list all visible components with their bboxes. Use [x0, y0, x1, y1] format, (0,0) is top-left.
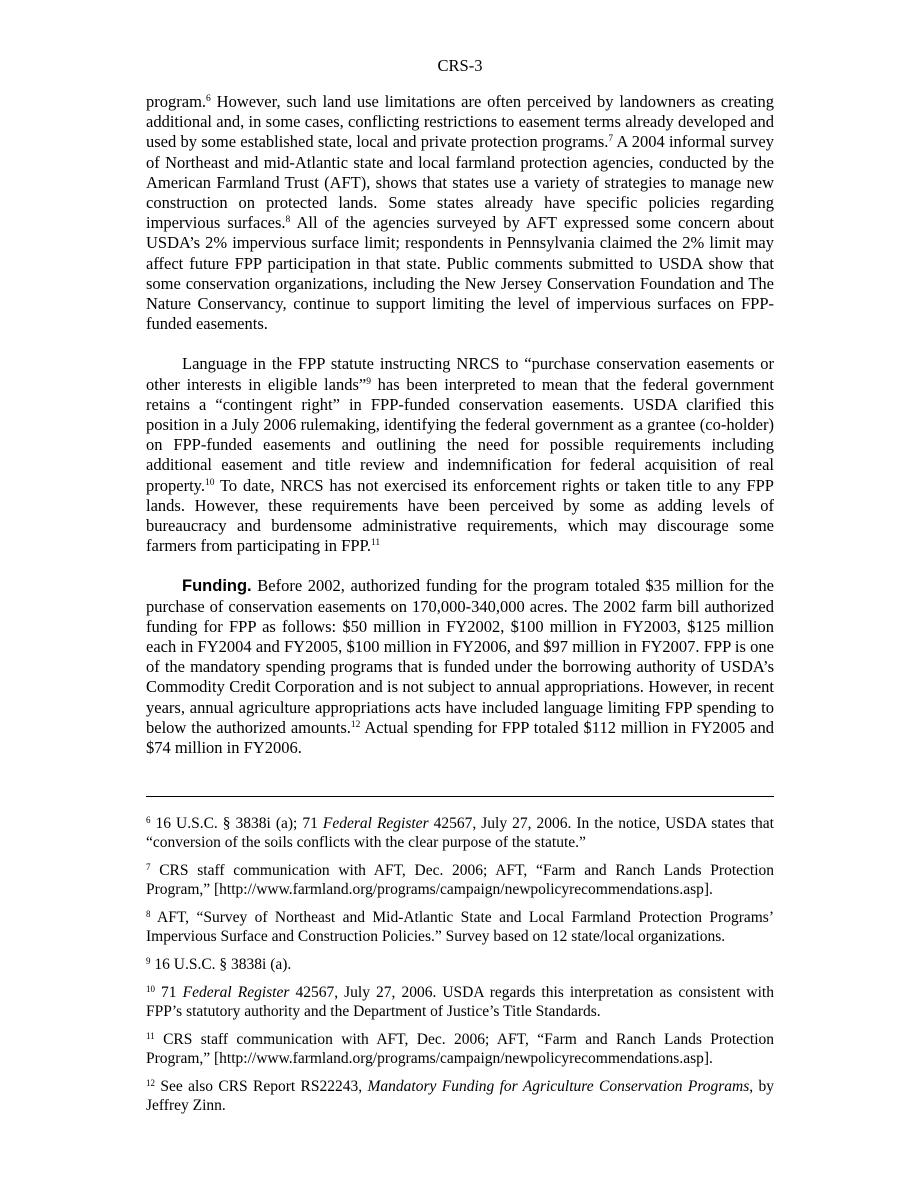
- text-run: has been interpreted to mean that the federal government retains a “contingent right” in FPP-funded conservation easements. USDA clarified this position in a July 2006 rulemaking, identifying the federal government as a grantee (co-holder) on FPP-funded easements and outlining the need for possible requirements including additional easement and title review and indemnification for federal acquisition of real property.: [146, 374, 774, 495]
- footnote-ref[interactable]: 12: [350, 719, 361, 730]
- footnote-text: AFT, “Survey of Northeast and Mid-Atlantic State and Local Farmland Protection Programs’ Impervious Surface and Construction Policies.” Survey based on 12 state/local organizations.: [146, 909, 774, 945]
- footnote-text: 16 U.S.C. § 3838i (a).: [150, 956, 292, 973]
- footnote-ref[interactable]: 10: [204, 477, 215, 488]
- footnote-ref[interactable]: 7: [608, 134, 614, 145]
- text-run: Actual spending for FPP totaled $112 million in FY2005 and $74 million in FY2006.: [146, 717, 775, 758]
- footnote-italic: Mandatory Funding for Agriculture Conservation Programs: [367, 1078, 750, 1095]
- footnote-text: See also CRS Report RS22243,: [155, 1078, 368, 1095]
- text-run: program.: [146, 92, 207, 111]
- footnote-italic: Federal Register: [322, 815, 429, 832]
- footnote-divider: [146, 796, 774, 797]
- footnote-number: 11: [146, 1031, 155, 1041]
- text-run: Before 2002, authorized funding for the program totaled $35 million for the purchase of conservation easements on 170,000-340,000 acres. The 2002 farm bill authorized funding for FPP as follows: $50 million in FY2002, $100 million in FY2003, $125 million each in FY2004 and FY2005, $100 million in FY2006, and $97 million in FY2007. FPP is one of the mandatory spending programs that is funded under the borrowing authority of USDA’s Commodity Credit Corporation and is not subject to annual appropriations. However, in recent years, annual agriculture appropriations acts have included language limiting FPP spending to below the authorized amounts.: [146, 576, 774, 737]
- footnote-italic: Federal Register: [182, 984, 290, 1001]
- footnote-text: 42567, July 27, 2006. In the notice, USDA states that “conversion of the soils conflicts with the clear purpose of the statute.”: [146, 815, 774, 851]
- text-run: A 2004 informal survey of Northeast and mid-Atlantic state and local farmland protection agencies, conducted by the American Farmland Trust (AFT), shows that states use a variety of strategies to manage new construction on protected lands. Some states already have specific policies regarding impervious surfaces.: [146, 132, 774, 233]
- footnote-text: , by Jeffrey Zinn.: [146, 1078, 775, 1114]
- footnote-ref[interactable]: 6: [206, 94, 211, 104]
- footnote-number: 12: [146, 1078, 155, 1088]
- footnote-text: 16 U.S.C. § 3838i (a); 71: [150, 815, 323, 832]
- footnote-number: 7: [146, 862, 151, 872]
- footnotes: [146, 814, 774, 1124]
- footnote-8: [146, 908, 774, 946]
- footnote-7: [146, 861, 774, 899]
- body-text: [146, 92, 774, 758]
- footnote-text: 42567, July 27, 2006. USDA regards this interpretation as consistent with FPP’s statutory authority and the Department of Justice’s Title Standards.: [146, 984, 774, 1020]
- footnote-text: CRS staff communication with AFT, Dec. 2006; AFT, “Farm and Ranch Lands Protection Program,” [http://www.farmland.org/programs/campaign/newpolicyrecommendations.asp].: [146, 862, 774, 898]
- footnote-text: 71: [155, 984, 183, 1001]
- footnote-number: 10: [146, 984, 155, 994]
- text-run: Language in the FPP statute instructing NRCS to “purchase conservation easements or other interests in eligible lands”: [146, 354, 774, 394]
- section-heading-funding: Funding.: [182, 577, 252, 596]
- paragraph-contingent-right: [146, 354, 774, 556]
- paragraph-impervious-surfaces: [146, 92, 774, 334]
- footnote-ref[interactable]: 11: [371, 538, 381, 549]
- text-run: All of the agencies surveyed by AFT expressed some concern about USDA’s 2% impervious surface limit; respondents in Pennsylvania claimed the 2% limit may affect future FPP participation in that state. Public comments submitted to USDA show that some conservation organizations, including the New Jersey Conservation Foundation and The Nature Conservancy, continue to support limiting the level of impervious surfaces on FPP-funded easements.: [146, 213, 774, 334]
- text-run: To date, NRCS has not exercised its enforcement rights or taken title to any FPP lands. However, these requirements have been perceived by some as adding levels of bureaucracy and burdensome administrative requirements, which may discourage some farmers from participating in FPP.: [146, 475, 774, 556]
- footnote-number: 9: [146, 956, 151, 966]
- footnote-10: [146, 983, 774, 1021]
- footnote-9: [146, 955, 774, 974]
- text-run: However, such land use limitations are often perceived by landowners as creating additional and, in some cases, conflicting restrictions to easement terms already developed and used by some established state, local and private protection programs.: [146, 92, 774, 152]
- footnote-ref[interactable]: 9: [366, 376, 371, 387]
- footnote-12: [146, 1077, 774, 1115]
- page-header: CRS-3: [437, 56, 483, 75]
- footnote-number: 6: [146, 815, 151, 825]
- footnote-text: CRS staff communication with AFT, Dec. 2006; AFT, “Farm and Ranch Lands Protection Program,” [http://www.farmland.org/programs/campaign/newpolicyrecommendations.asp].: [146, 1031, 774, 1067]
- footnote-number: 8: [146, 909, 151, 919]
- footnote-11: [146, 1030, 774, 1068]
- footnote-ref[interactable]: 8: [285, 215, 291, 226]
- footnote-6: [146, 814, 774, 852]
- paragraph-funding: [146, 576, 774, 758]
